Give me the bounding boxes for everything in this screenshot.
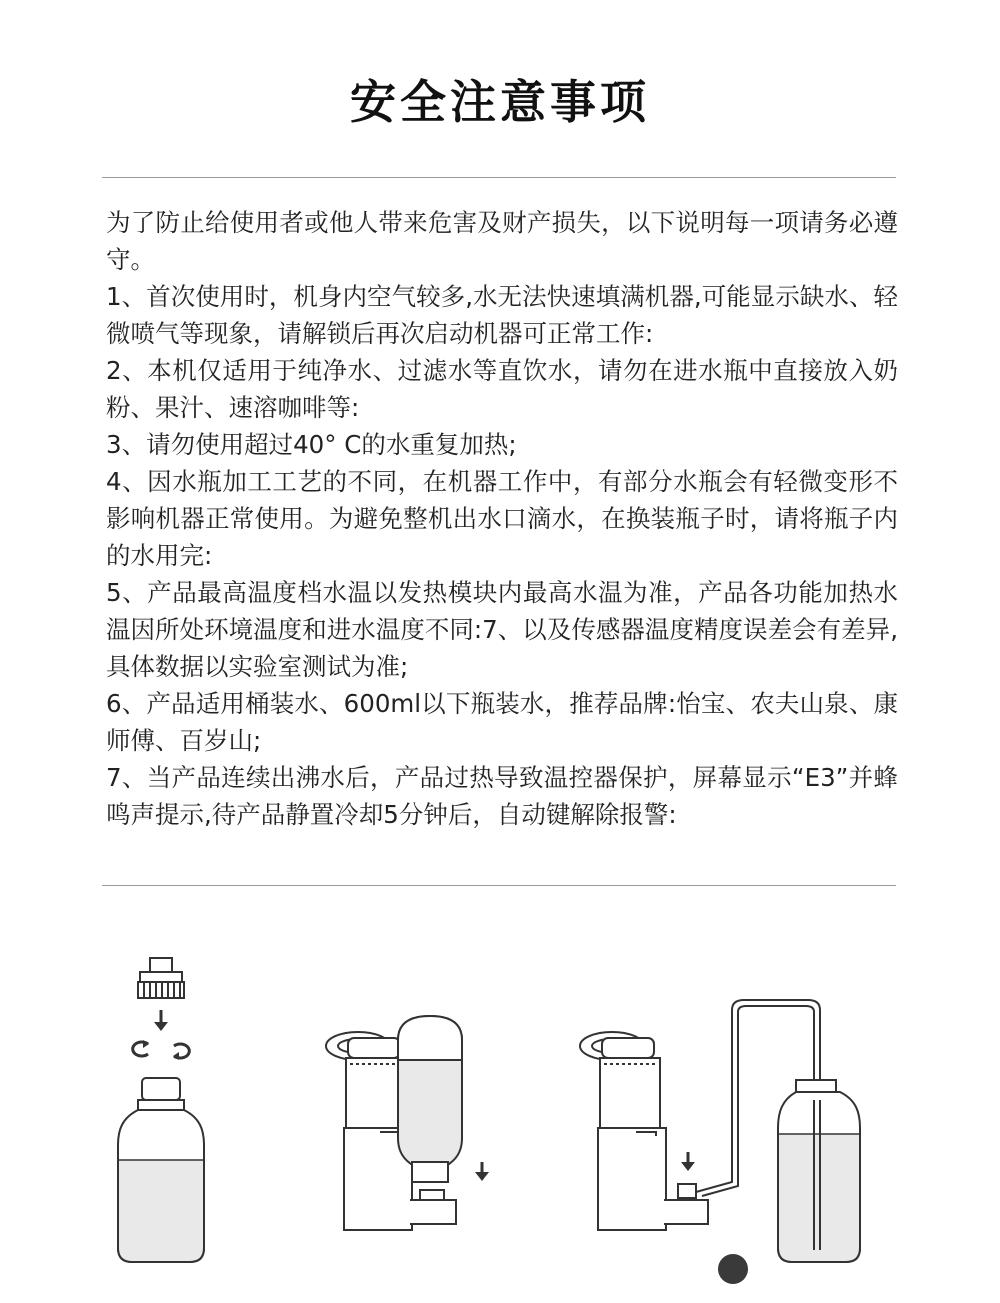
note-item-1: 1、首次使用时，机身内空气较多,水无法快速填满机器,可能显示缺水、轻微喷气等现象，请解锁后再次启动机器可正常工作: [106, 282, 898, 348]
page-title: 安全注意事项 [350, 75, 650, 129]
note-item-2: 2、本机仅适用于纯净水、过滤水等直饮水，请勿在进水瓶中直接放入奶粉、果汁、速溶咖啡等: [106, 356, 898, 422]
note-item-6: 6、产品适用桶装水、600ml以下瓶装水，推荐品牌:怡宝、农夫山泉、康师傅、百岁山; [106, 689, 898, 755]
safety-notes [106, 204, 898, 833]
note-item-7: 7、当产品连续出沸水后，产品过热导致温控器保护，屏幕显示“E3”并蜂鸣声提示,待产品静置冷却5分钟后，自动键解除报警: [106, 763, 898, 829]
note-item-3: 3、请勿使用超过40° C的水重复加热; [106, 430, 517, 459]
installation-illustrations [0, 900, 1000, 1303]
bottom-divider [102, 885, 896, 886]
bottle-mount-figure [326, 1016, 489, 1230]
top-divider [102, 177, 896, 178]
note-item-4: 4、因水瓶加工工艺的不同，在机器工作中，有部分水瓶会有轻微变形不影响机器正常使用。为避免整机出水口滴水，在换装瓶子时，请将瓶子内的水用完: [106, 467, 898, 570]
intro-paragraph: 为了防止给使用者或他人带来危害及财产损失，以下说明每一项请务必遵守。 [106, 208, 898, 274]
bucket-hose-figure [580, 1000, 860, 1262]
cap-replace-figure [118, 958, 204, 1262]
screenshot-badge-icon[interactable] [718, 1254, 748, 1284]
note-item-5: 5、产品最高温度档水温以发热模块内最高水温为准，产品各功能加热水温因所处环境温度和进水温度不同:7、以及传感器温度精度误差会有差异,具体数据以实验室测试为准; [106, 578, 898, 681]
